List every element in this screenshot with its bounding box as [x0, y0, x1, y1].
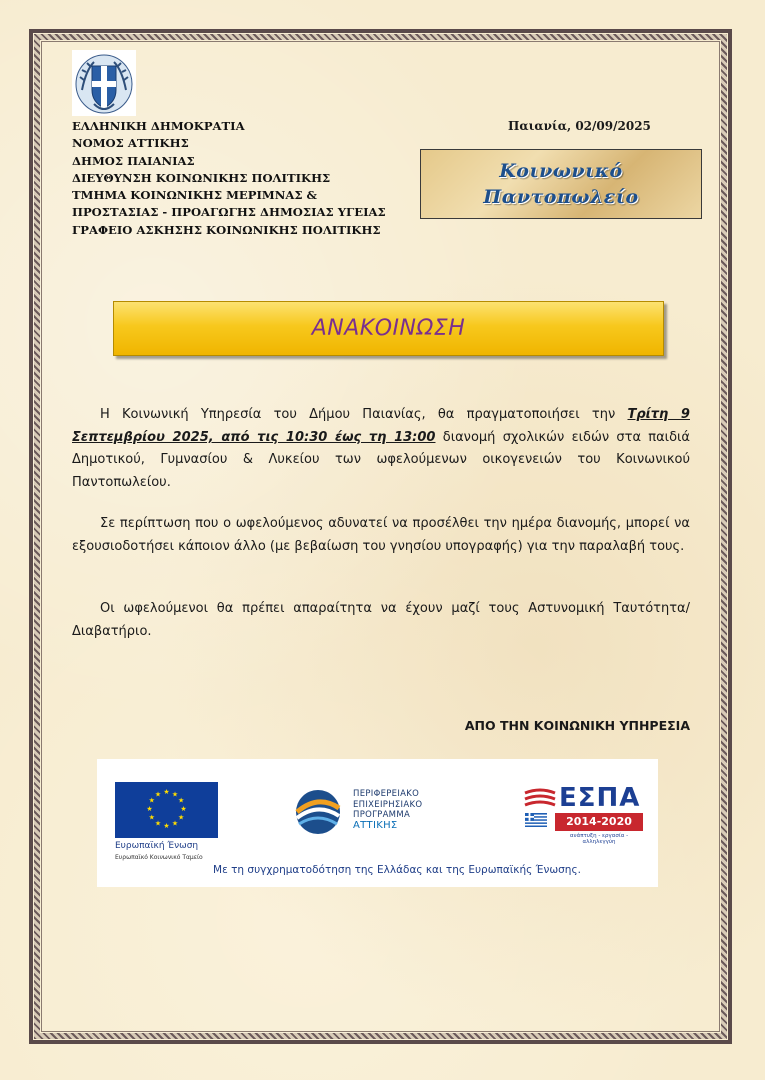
signature-line: ΑΠΟ ΤΗΝ ΚΟΙΝΩΝΙΚΗ ΥΠΗΡΕΣΙΑ [464, 718, 690, 733]
svg-text:★: ★ [171, 790, 179, 799]
svg-text:★: ★ [163, 822, 170, 830]
espa-years: 2014-2020 [555, 813, 643, 831]
header-line: ΕΛΛΗΝΙΚΗ ΔΗΜΟΚΡΑΤΙΑ [72, 119, 245, 133]
eu-label: Ευρωπαϊκή Ένωση [115, 841, 199, 851]
header-line: ΔΗΜΟΣ ΠΑΙΑΝΙΑΣ [72, 153, 195, 168]
distribution-datetime: Τρίτη 9 Σεπτεμβρίου 2025, από τις 10:30 έως τη 13:00 [72, 407, 690, 445]
pep-attica-logo-icon [289, 788, 347, 836]
header-line: ΔΙΕΥΘΥΝΣΗ ΚΟΙΝΩΝΙΚΗΣ ΠΟΛΙΤΙΚΗΣ [72, 170, 331, 185]
pep-line: ΠΕΡΙΦΕΡΕΙΑΚΟ [353, 789, 420, 799]
header-line: ΠΡΟΣΤΑΣΙΑΣ - ΠΡΟΑΓΩΓΗΣ ΔΗΜΟΣΙΑΣ ΥΓΕΙΑΣ [72, 205, 386, 220]
svg-text:★: ★ [180, 805, 187, 813]
eu-flag-icon [115, 782, 218, 838]
svg-text:★: ★ [148, 796, 155, 805]
announcement-banner [113, 301, 664, 356]
pep-line: ΠΡΟΓΡΑΜΜΑ [353, 810, 411, 820]
eu-fund-label: Ευρωπαϊκό Κοινωνικό Ταμείο [115, 854, 203, 861]
funding-logos-banner [97, 759, 658, 887]
pep-attica-text [353, 789, 453, 831]
paragraph-documents [72, 598, 690, 643]
greek-emblem-icon [72, 50, 136, 116]
social-grocery-logo [420, 149, 702, 219]
svg-text:★: ★ [171, 819, 179, 828]
greek-flag-icon [525, 812, 547, 826]
svg-text:★: ★ [148, 813, 155, 822]
svg-text:★: ★ [163, 788, 170, 796]
svg-text:★: ★ [178, 796, 185, 805]
paragraph-text: Η Κοινωνική Υπηρεσία του Δήμου Παιανίας, θα πραγματοποιήσει την [100, 407, 628, 422]
announcement-title: ΑΝΑΚΟΙΝΩΣΗ [311, 316, 466, 341]
pep-line: ΑΤΤΙΚΗΣ [353, 819, 398, 831]
header-line: ΤΜΗΜΑ ΚΟΙΝΩΝΙΚΗΣ ΜΕΡΙΜΝΑΣ & [72, 188, 318, 203]
svg-text:★: ★ [146, 805, 153, 813]
social-grocery-title-line2: Παντοπωλείο [483, 186, 639, 208]
paragraph-authorization [72, 513, 690, 558]
eu-caption [115, 841, 225, 863]
header-line: ΝΟΜΟΣ ΑΤΤΙΚΗΣ [72, 136, 189, 151]
paragraph-text: διανομή σχολικών ειδών στα παιδιά Δημοτικού, Γυμνασίου & Λυκείου των ωφελούμενων οικογενειών του Κοινωνικού Παντοπωλείου. [72, 429, 691, 490]
espa-swoosh-icon [523, 787, 557, 809]
social-grocery-title-line1: Κοινωνικό [499, 160, 623, 182]
document-date: Παιανία, 02/09/2025 [508, 119, 651, 133]
svg-text:★: ★ [154, 819, 162, 828]
paragraph-distribution [72, 404, 690, 494]
paragraph-text: Σε περίπτωση που ο ωφελούμενος αδυνατεί να προσέλθει την ημέρα διανομής, μπορεί να εξουσιοδοτήσει κάποιον άλλο (με βεβαίωση του γνησίου υπογραφής) για την παραλαβή τους. [72, 516, 690, 554]
cofunding-statement: Με τη συγχρηματοδότηση της Ελλάδας και της Ευρωπαϊκής Ένωσης. [213, 864, 581, 876]
svg-text:★: ★ [178, 813, 185, 822]
espa-title: ΕΣΠΑ [559, 783, 641, 813]
pep-line: ΕΠΙΧΕΙΡΗΣΙΑΚΟ [353, 799, 423, 810]
header-line: ΓΡΑΦΕΙΟ ΑΣΚΗΣΗΣ ΚΟΙΝΩΝΙΚΗΣ ΠΟΛΙΤΙΚΗΣ [72, 222, 381, 237]
issuing-authority [72, 118, 412, 239]
espa-tagline: ανάπτυξη - εργασία - αλληλεγγύη [569, 833, 629, 845]
social-grocery-title [483, 158, 638, 210]
svg-text:★: ★ [154, 790, 162, 799]
paragraph-text: Οι ωφελούμενοι θα πρέπει απαραίτητα να έχουν μαζί τους Αστυνομική Ταυτότητα/Διαβατήριο. [72, 601, 690, 639]
